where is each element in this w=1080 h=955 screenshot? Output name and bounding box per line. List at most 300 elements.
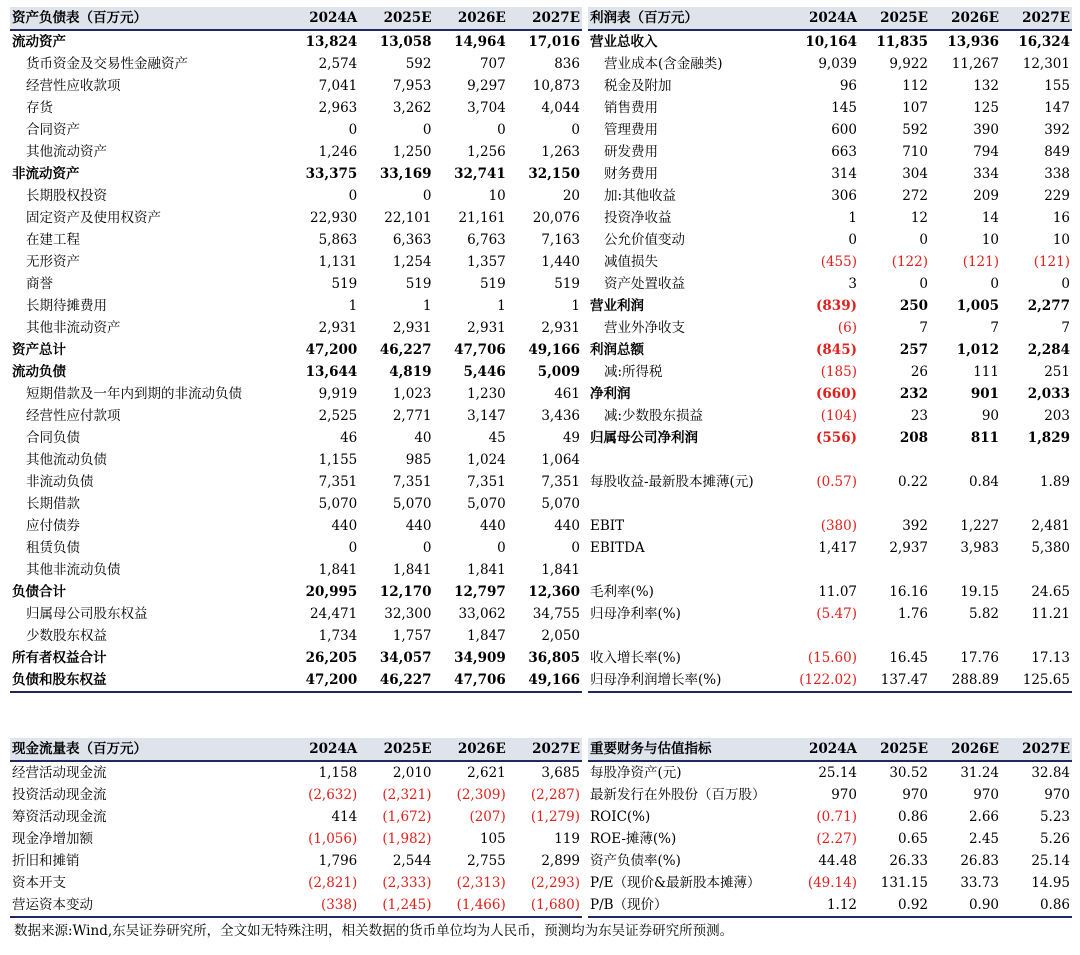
value-cell: 2,899: [541, 853, 580, 869]
value-cell: 9,919: [318, 386, 358, 402]
table-row: [588, 427, 1072, 449]
value-cell: 9,297: [467, 78, 506, 94]
table-row: [588, 295, 1072, 317]
value-cell: (122): [891, 254, 928, 270]
value-cell: 40: [414, 430, 432, 446]
row-label: 少数股东权益: [26, 628, 107, 644]
value-cell: 3,147: [467, 408, 506, 424]
table-title: 重要财务与估值指标: [590, 741, 712, 757]
value-cell: 0: [348, 122, 358, 138]
value-cell: 11,267: [951, 56, 999, 72]
value-cell: 10: [488, 188, 506, 204]
table-row: [10, 537, 582, 559]
value-cell: 2,931: [392, 320, 432, 336]
row-label: 收入增长率(%): [590, 650, 681, 666]
row-label: 商誉: [26, 276, 53, 292]
value-cell: 20,076: [532, 210, 580, 226]
value-cell: 145: [831, 100, 857, 116]
row-label: 投资活动现金流: [12, 787, 107, 803]
spacer-row: [588, 449, 1072, 471]
value-cell: 5,446: [463, 364, 506, 380]
value-cell: 970: [1044, 787, 1070, 803]
value-cell: 519: [479, 276, 506, 292]
table-row: [10, 669, 582, 692]
value-cell: 33,375: [305, 166, 358, 182]
value-cell: 0: [348, 540, 358, 556]
value-cell: 5,380: [1031, 540, 1070, 556]
value-cell: (845): [816, 342, 857, 358]
row-label: 其他非流动资产: [26, 320, 121, 336]
value-cell: 24.65: [1031, 584, 1070, 600]
value-cell: 1,734: [318, 628, 358, 644]
value-cell: (122.02): [799, 672, 857, 688]
value-cell: 985: [405, 452, 432, 468]
table-row: [588, 872, 1072, 894]
value-cell: 6,763: [467, 232, 506, 248]
table-row: [10, 295, 582, 317]
row-label: 营运资本变动: [12, 897, 93, 913]
value-cell: 22,101: [384, 210, 432, 226]
value-cell: 849: [1044, 144, 1070, 160]
value-cell: 2,621: [467, 765, 506, 781]
income-statement-panel: [588, 7, 1072, 693]
row-label: 公允价值变动: [604, 232, 685, 248]
row-label: 净利润: [590, 386, 631, 402]
row-label: 营业利润: [590, 298, 644, 314]
value-cell: 600: [831, 122, 857, 138]
value-cell: 1,005: [956, 298, 999, 314]
value-cell: 288.89: [951, 672, 999, 688]
value-cell: 1,250: [392, 144, 432, 160]
value-cell: 0: [348, 188, 358, 204]
value-cell: 440: [479, 518, 506, 534]
table-row: [10, 163, 582, 185]
value-cell: 1,417: [818, 540, 857, 556]
table-row: [10, 97, 582, 119]
table-row: [588, 317, 1072, 339]
value-cell: (660): [816, 386, 857, 402]
value-cell: 1,024: [467, 452, 506, 468]
value-cell: (1,056): [308, 831, 358, 847]
row-label: 存货: [26, 100, 53, 116]
value-cell: 10: [981, 232, 999, 248]
value-cell: 3,704: [467, 100, 506, 116]
value-cell: 49,166: [528, 342, 580, 358]
value-cell: 390: [973, 122, 999, 138]
value-cell: (2,321): [382, 787, 432, 803]
value-cell: 5,070: [541, 496, 580, 512]
row-label: 归属母公司股东权益: [26, 606, 148, 622]
row-label: 利润总额: [590, 342, 644, 358]
value-cell: 26: [910, 364, 928, 380]
value-cell: 7,041: [318, 78, 358, 94]
value-cell: 7,351: [392, 474, 432, 490]
row-label: 每股收益-最新股本摊薄(元): [590, 474, 754, 490]
value-cell: (49.14): [807, 875, 857, 891]
value-cell: 272: [902, 188, 928, 204]
value-cell: 0.90: [968, 897, 999, 913]
value-cell: 6,363: [392, 232, 432, 248]
value-cell: 710: [902, 144, 928, 160]
table-row: [10, 383, 582, 405]
row-label: 投资净收益: [604, 210, 672, 226]
value-cell: 5,070: [318, 496, 358, 512]
value-cell: 257: [899, 342, 928, 358]
value-cell: 3,436: [541, 408, 580, 424]
row-label: 毛利率(%): [590, 584, 654, 600]
value-cell: 519: [405, 276, 432, 292]
row-label: 非流动负债: [26, 474, 94, 490]
value-cell: (1,466): [456, 897, 506, 913]
value-cell: 33.73: [960, 875, 999, 891]
table-row: [588, 207, 1072, 229]
value-cell: 203: [1044, 408, 1070, 424]
row-label: 经营性应付款项: [26, 408, 121, 424]
table-row: [588, 141, 1072, 163]
value-cell: 34,057: [379, 650, 432, 666]
table-row: [10, 317, 582, 339]
spacer-row: [588, 559, 1072, 581]
value-cell: 519: [331, 276, 358, 292]
value-cell: 663: [831, 144, 857, 160]
table-row: [588, 515, 1072, 537]
value-cell: 44.48: [818, 853, 857, 869]
year-header: 2027E: [532, 10, 580, 26]
value-cell: 32,300: [384, 606, 432, 622]
value-cell: 1: [348, 298, 358, 314]
value-cell: 9,922: [889, 56, 928, 72]
value-cell: 34,755: [532, 606, 580, 622]
table-row: [588, 30, 1072, 53]
value-cell: 25.14: [818, 765, 857, 781]
value-cell: 5,070: [467, 496, 506, 512]
row-label: 资产处置收益: [604, 276, 685, 292]
value-cell: (338): [320, 897, 358, 913]
value-cell: (0.71): [816, 809, 857, 825]
value-cell: (121): [1033, 254, 1070, 270]
value-cell: 16.45: [889, 650, 928, 666]
value-cell: 2,771: [392, 408, 432, 424]
value-cell: 33,062: [458, 606, 506, 622]
value-cell: 12,360: [528, 584, 580, 600]
year-header: 2026E: [457, 10, 506, 26]
value-cell: 7,953: [392, 78, 432, 94]
table-row: [588, 471, 1072, 493]
value-cell: 970: [831, 787, 857, 803]
value-cell: (207): [469, 809, 506, 825]
row-label: 管理费用: [604, 122, 658, 138]
value-cell: 440: [405, 518, 432, 534]
value-cell: 13,824: [305, 34, 358, 50]
key-metrics-table: [588, 738, 1072, 918]
value-cell: 0: [422, 188, 432, 204]
year-header: 2025E: [880, 741, 928, 757]
value-cell: 707: [479, 56, 506, 72]
table-row: [588, 119, 1072, 141]
value-cell: (380): [820, 518, 857, 534]
table-row: [588, 97, 1072, 119]
value-cell: 2,931: [541, 320, 580, 336]
row-label: 减:所得税: [604, 364, 663, 380]
value-cell: (2,632): [308, 787, 358, 803]
table-row: [10, 273, 582, 295]
year-header: 2024A: [309, 10, 358, 26]
year-header: 2024A: [808, 10, 857, 26]
value-cell: 970: [973, 787, 999, 803]
value-cell: 1,064: [541, 452, 580, 468]
row-label: 合同负债: [26, 430, 80, 446]
spacer-cell: [588, 625, 1072, 647]
value-cell: 1.12: [826, 897, 857, 913]
value-cell: 20: [562, 188, 580, 204]
value-cell: 0.92: [897, 897, 928, 913]
value-cell: 901: [970, 386, 999, 402]
row-label: 每股净资产(元): [590, 765, 682, 781]
table-row: [10, 30, 582, 53]
table-row: [10, 761, 582, 784]
table-row: [588, 647, 1072, 669]
value-cell: (5.47): [816, 606, 857, 622]
value-cell: 440: [331, 518, 358, 534]
year-header: 2025E: [880, 10, 928, 26]
table-row: [10, 141, 582, 163]
value-cell: 137.47: [880, 672, 928, 688]
value-cell: 1,757: [392, 628, 432, 644]
value-cell: 2,574: [318, 56, 358, 72]
value-cell: 2,755: [467, 853, 506, 869]
value-cell: 131.15: [880, 875, 928, 891]
row-label: 归属母公司净利润: [590, 430, 698, 446]
row-label: 固定资产及使用权资产: [26, 210, 161, 226]
income-statement-table: [588, 7, 1072, 693]
value-cell: 1,246: [318, 144, 358, 160]
table-row: [10, 603, 582, 625]
value-cell: 1,254: [392, 254, 432, 270]
value-cell: 2,050: [541, 628, 580, 644]
table-row: [10, 229, 582, 251]
value-cell: 7,351: [467, 474, 506, 490]
table-row: [10, 647, 582, 669]
value-cell: 155: [1044, 78, 1070, 94]
row-label: EBITDA: [590, 540, 645, 556]
value-cell: (839): [816, 298, 857, 314]
spacer-row: [588, 493, 1072, 515]
table-row: [10, 185, 582, 207]
row-label: 流动资产: [12, 34, 66, 50]
value-cell: 0.86: [1039, 897, 1070, 913]
value-cell: 32.84: [1031, 765, 1070, 781]
value-cell: 49: [562, 430, 580, 446]
value-cell: 794: [973, 144, 999, 160]
value-cell: 2,284: [1027, 342, 1070, 358]
row-label: 无形资产: [26, 254, 80, 270]
value-cell: (2,313): [456, 875, 506, 891]
value-cell: 1,256: [467, 144, 506, 160]
value-cell: 392: [902, 518, 928, 534]
value-cell: (185): [820, 364, 857, 380]
table-row: [588, 603, 1072, 625]
value-cell: 1,847: [467, 628, 506, 644]
value-cell: 1,841: [318, 562, 358, 578]
value-cell: 1,841: [541, 562, 580, 578]
value-cell: 119: [554, 831, 580, 847]
row-label: 资本开支: [12, 875, 66, 891]
row-label: 流动负债: [12, 364, 66, 380]
spacer-row: [588, 625, 1072, 647]
value-cell: 0: [497, 122, 506, 138]
value-cell: 11,835: [876, 34, 928, 50]
value-cell: (1,279): [530, 809, 580, 825]
row-label: 减:少数股东损益: [604, 408, 704, 424]
row-label: 在建工程: [26, 232, 80, 248]
value-cell: 26,205: [305, 650, 358, 666]
table-header-row: [588, 738, 1072, 761]
row-label: 所有者权益合计: [12, 650, 107, 666]
value-cell: 0.84: [968, 474, 999, 490]
table-row: [10, 251, 582, 273]
value-cell: 2,033: [1027, 386, 1070, 402]
row-label: P/B（现价）: [590, 897, 668, 913]
table-row: [10, 850, 582, 872]
row-label: 筹资活动现金流: [12, 809, 107, 825]
value-cell: 96: [839, 78, 857, 94]
value-cell: 7: [990, 320, 999, 336]
value-cell: 1: [497, 298, 506, 314]
value-cell: 1,357: [467, 254, 506, 270]
value-cell: 125.65: [1022, 672, 1070, 688]
balance-sheet-table: [10, 7, 582, 693]
key-metrics-panel: [588, 738, 1072, 918]
value-cell: 592: [902, 122, 928, 138]
value-cell: 14.95: [1031, 875, 1070, 891]
table-title: 现金流量表（百万元）: [12, 741, 147, 757]
value-cell: 125: [973, 100, 999, 116]
value-cell: 34,909: [454, 650, 506, 666]
value-cell: 17.13: [1031, 650, 1070, 666]
table-header-row: [588, 7, 1072, 30]
value-cell: 1: [422, 298, 432, 314]
value-cell: 2,931: [467, 320, 506, 336]
value-cell: 32,150: [528, 166, 580, 182]
row-label: 财务费用: [604, 166, 658, 182]
value-cell: 0: [848, 232, 857, 248]
value-cell: 4,044: [541, 100, 580, 116]
spacer-cell: [588, 493, 1072, 515]
row-label: 营业成本(含金融类): [604, 56, 723, 72]
value-cell: 10,873: [532, 78, 580, 94]
value-cell: 4,819: [389, 364, 432, 380]
cash-flow-table: [10, 738, 582, 918]
year-header: 2026E: [457, 741, 506, 757]
value-cell: 23: [910, 408, 928, 424]
value-cell: 30.52: [889, 765, 928, 781]
table-row: [10, 828, 582, 850]
value-cell: 49,166: [528, 672, 580, 688]
value-cell: (2,821): [308, 875, 358, 891]
table-row: [10, 339, 582, 361]
value-cell: 1,263: [541, 144, 580, 160]
value-cell: 31.24: [960, 765, 999, 781]
value-cell: 0: [919, 232, 928, 248]
year-header: 2027E: [532, 741, 580, 757]
table-row: [588, 185, 1072, 207]
value-cell: (6): [837, 320, 857, 336]
value-cell: 0: [422, 122, 432, 138]
year-header: 2026E: [951, 741, 999, 757]
value-cell: 112: [902, 78, 928, 94]
footnote: 数据来源:Wind,东吴证券研究所，全文如无特殊注明，相关数据的货币单位均为人民币，预测均为东吴证券研究所预测。: [14, 923, 734, 939]
value-cell: 20,995: [305, 584, 358, 600]
value-cell: 147: [1044, 100, 1070, 116]
value-cell: 2.45: [968, 831, 999, 847]
table-row: [10, 493, 582, 515]
value-cell: 2.66: [968, 809, 999, 825]
value-cell: 46,227: [379, 342, 432, 358]
row-label: 折旧和摊销: [12, 853, 80, 869]
value-cell: 414: [331, 809, 358, 825]
table-row: [588, 761, 1072, 784]
value-cell: 970: [902, 787, 928, 803]
value-cell: (556): [816, 430, 857, 446]
value-cell: 5,009: [537, 364, 580, 380]
row-label: 营业总收入: [590, 34, 658, 50]
row-label: 加:其他收益: [604, 188, 677, 204]
row-label: 负债和股东权益: [12, 672, 107, 688]
table-row: [10, 427, 582, 449]
value-cell: (1,245): [382, 897, 432, 913]
row-label: 归母净利率(%): [590, 606, 681, 622]
row-label: 归母净利润增长率(%): [590, 672, 722, 688]
value-cell: (104): [820, 408, 857, 424]
table-row: [588, 163, 1072, 185]
value-cell: 338: [1044, 166, 1070, 182]
row-label: 长期借款: [26, 496, 80, 512]
table-row: [588, 53, 1072, 75]
table-row: [588, 339, 1072, 361]
value-cell: 10,164: [805, 34, 857, 50]
value-cell: (2.27): [816, 831, 857, 847]
table-row: [10, 53, 582, 75]
value-cell: 46: [340, 430, 358, 446]
value-cell: 5.23: [1039, 809, 1070, 825]
value-cell: 0.22: [897, 474, 928, 490]
table-row: [588, 75, 1072, 97]
value-cell: (0.57): [816, 474, 857, 490]
value-cell: 19.15: [960, 584, 999, 600]
value-cell: 3,685: [541, 765, 580, 781]
value-cell: 0: [571, 540, 580, 556]
value-cell: 0.86: [897, 809, 928, 825]
value-cell: 111: [973, 364, 999, 380]
table-row: [588, 669, 1072, 692]
value-cell: 24,471: [310, 606, 358, 622]
value-cell: 2,010: [392, 765, 432, 781]
value-cell: 46,227: [379, 672, 432, 688]
table-row: [10, 625, 582, 647]
table-row: [588, 383, 1072, 405]
table-row: [588, 361, 1072, 383]
row-label: ROE-摊薄(%): [590, 831, 677, 847]
value-cell: 3,983: [960, 540, 999, 556]
row-label: 资产负债率(%): [590, 853, 681, 869]
value-cell: 440: [554, 518, 580, 534]
table-row: [588, 537, 1072, 559]
table-row: [10, 872, 582, 894]
value-cell: 334: [973, 166, 999, 182]
value-cell: 229: [1044, 188, 1070, 204]
value-cell: 0: [571, 122, 580, 138]
value-cell: 1,158: [318, 765, 358, 781]
